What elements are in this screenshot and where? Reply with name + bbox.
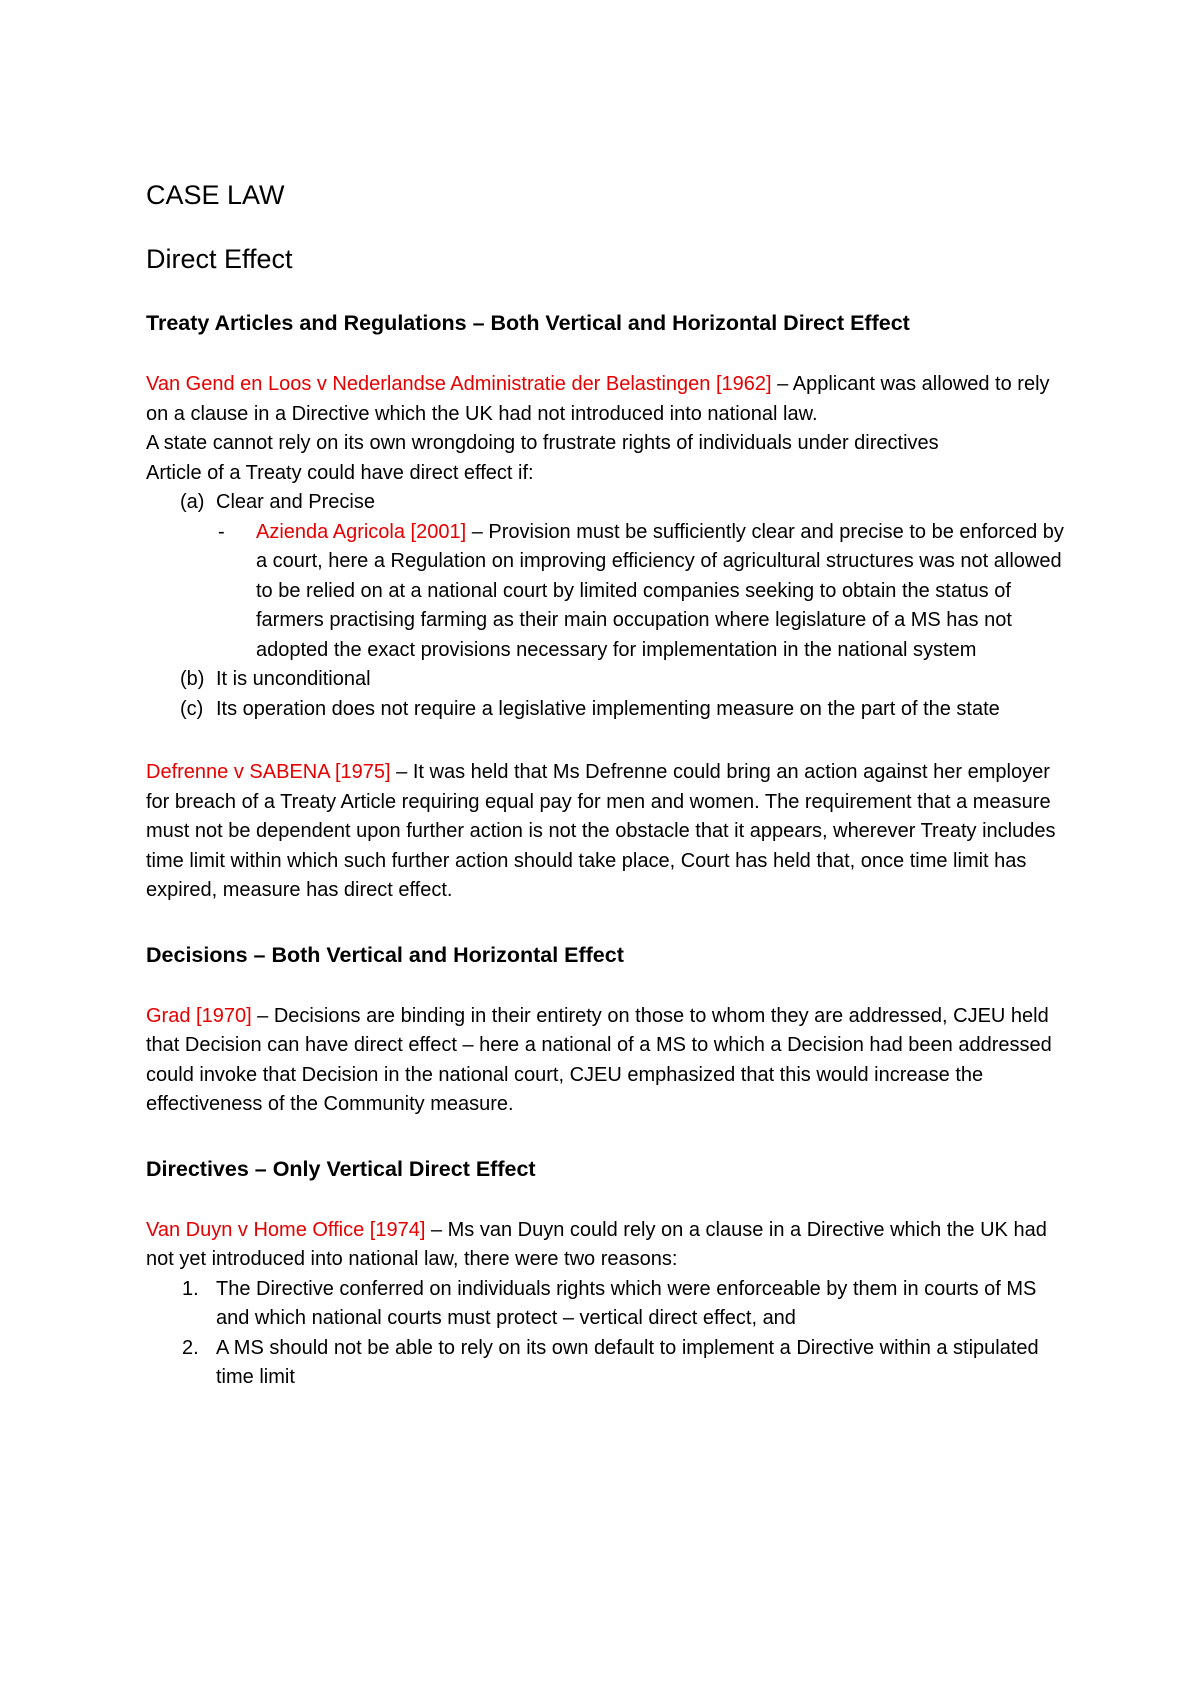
list-item (146, 695, 1066, 725)
list-item (146, 1275, 1066, 1334)
reasons-list (146, 1275, 1066, 1393)
subheading-decisions: Decisions – Both Vertical and Horizontal Effect (146, 942, 624, 967)
paragraph-grad (146, 1002, 1066, 1120)
defrenne-block (146, 758, 1066, 906)
van-duyn-block (146, 1216, 1066, 1393)
document-page (146, 178, 1066, 1427)
list-marker: (b) (180, 668, 205, 690)
list-item (146, 1334, 1066, 1393)
conditions-list (146, 488, 1066, 724)
list-marker: (a) (180, 491, 205, 513)
case-name-van-gend: Van Gend en Loos v Nederlandse Administratie der Belastingen [1962] (146, 373, 772, 395)
sub-list-item (146, 518, 1066, 666)
list-item (146, 665, 1066, 695)
list-item-text: Clear and Precise (216, 491, 375, 513)
case-text-van-gend: – Applicant was allowed to rely on a clause in a Directive which the UK had not introduced into national law. (146, 373, 1050, 425)
paragraph-van-gend (146, 370, 1066, 429)
case-name-van-duyn: Van Duyn v Home Office [1974] (146, 1218, 426, 1241)
list-item-text: A MS should not be able to rely on its own default to implement a Directive within a stipulated time limit (216, 1336, 1039, 1388)
case-text-azienda: – Provision must be sufficiently clear and precise to be enforced by a court, here a Regulation on improving efficiency of agricultural structures was not allowed to be relied on at a national court by limited companies seeking to obtain the status of farmers practising farming as their main occupation where legislature of a MS has not adopted the exact provisions necessary for implementation in the national system (256, 520, 1064, 661)
list-item-text: Its operation does not require a legislative implementing measure on the part of the state (216, 697, 1000, 720)
section-heading-direct-effect: Direct Effect (146, 244, 293, 274)
grad-block (146, 1002, 1066, 1120)
list-marker: 1. (182, 1277, 199, 1300)
paragraph-article-conditions: Article of a Treaty could have direct effect if: (146, 461, 534, 484)
list-marker: 2. (182, 1336, 199, 1359)
case-name-azienda: Azienda Agricola [2001] (256, 520, 467, 543)
case-text-defrenne: – It was held that Ms Defrenne could bring an action against her employer for breach of a Treaty Article requiring equal pay for men and women. The requirement that a measure must not be dependent upon further action is not the obstacle that it appears, wherever Treaty includes time limit within which such further action should take place, Court has held that, once time limit has expired, measure has direct effect. (146, 761, 1056, 901)
paragraph-state-wrongdoing: A state cannot rely on its own wrongdoing to frustrate rights of individuals under directives (146, 432, 939, 454)
subheading-treaty-articles: Treaty Articles and Regulations – Both Vertical and Horizontal Direct Effect (146, 311, 910, 335)
list-marker: (c) (180, 697, 204, 720)
subheading-directives: Directives – Only Vertical Direct Effect (146, 1156, 536, 1181)
sub-list (216, 518, 1066, 666)
case-text-van-duyn: – Ms van Duyn could rely on a clause in a Directive which the UK had not yet introduced into national law, there were two reasons: (146, 1218, 1047, 1270)
case-text-grad: – Decisions are binding in their entirety on those to whom they are addressed, CJEU held that Decision can have direct effect – here a national of a MS to which a Decision had been addressed could invoke that Decision in the national court, CJEU emphasized that this would increase the effectiveness of the Community measure. (146, 1004, 1052, 1115)
treaty-articles-block (146, 370, 1066, 724)
list-item (146, 488, 1066, 665)
case-name-grad: Grad [1970] (146, 1004, 252, 1027)
paragraph-van-duyn (146, 1216, 1066, 1275)
list-item-text: It is unconditional (216, 668, 371, 690)
document-title: CASE LAW (146, 180, 285, 210)
list-item-text: The Directive conferred on individuals rights which were enforceable by them in courts of MS and which national courts must protect – vertical direct effect, and (216, 1277, 1037, 1329)
paragraph-defrenne (146, 758, 1066, 906)
case-name-defrenne: Defrenne v SABENA [1975] (146, 761, 391, 783)
dash-marker: - (218, 520, 225, 543)
